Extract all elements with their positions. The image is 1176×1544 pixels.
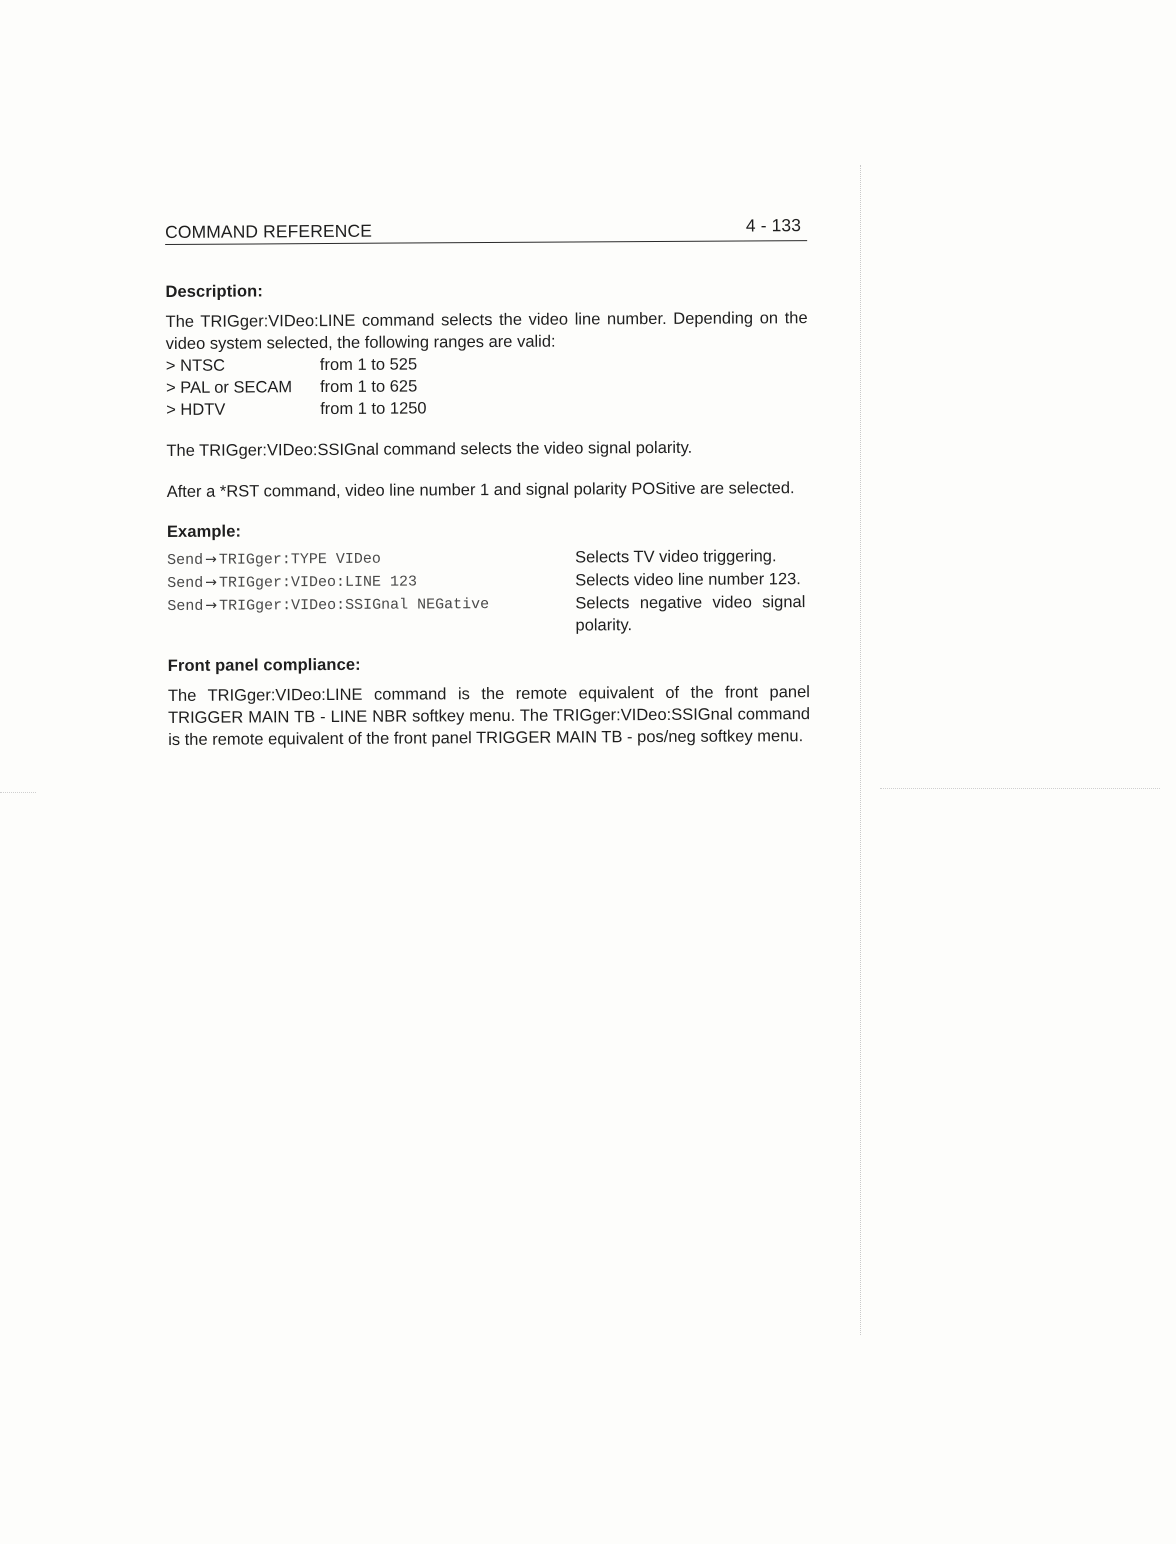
- example-list: [167, 545, 810, 639]
- description-intro: The TRIGger:VIDeo:LINE command selects the video line number. Depending on the video system selected, the following ranges are valid:: [165, 309, 808, 353]
- scan-artifact-right: [860, 165, 861, 1335]
- command-text: TRIGger:VIDeo:LINE 123: [218, 573, 418, 592]
- range-system: > HDTV: [166, 400, 226, 419]
- example-description: Selects video line number 123.: [575, 570, 801, 590]
- ssignal-description: The TRIGger:VIDeo:SSIGnal command selects the video signal polarity.: [166, 438, 693, 460]
- range-system: > PAL or SECAM: [165, 378, 293, 397]
- range-value: from 1 to 1250: [320, 399, 427, 419]
- arrow-right-icon: →: [205, 574, 218, 591]
- arrow-right-icon: →: [205, 597, 218, 614]
- page-header: [165, 214, 807, 245]
- range-row-hdtv: [166, 395, 808, 421]
- example-heading: Example:: [166, 522, 242, 541]
- document-page: [165, 214, 810, 751]
- example-command: [167, 570, 575, 595]
- example-description: Selects TV video triggering.: [575, 547, 777, 567]
- rst-description: After a *RST command, video line number 1 and signal polarity POSitive are selected.: [166, 479, 795, 501]
- front-panel-heading: Front panel compliance:: [167, 655, 361, 675]
- example-row: [167, 591, 809, 639]
- scan-artifact-dots-right: [880, 788, 1160, 789]
- arrow-right-icon: →: [205, 551, 217, 568]
- send-label: Send: [167, 574, 204, 592]
- range-system: > NTSC: [165, 356, 226, 375]
- send-label: Send: [167, 597, 204, 615]
- page-number: 4 - 133: [745, 215, 802, 236]
- section-title: COMMAND REFERENCE: [165, 220, 373, 242]
- send-label: Send: [167, 551, 204, 569]
- command-text: TRIGger:VIDeo:SSIGnal NEGative: [219, 596, 490, 615]
- range-value: from 1 to 625: [319, 377, 418, 397]
- front-panel-text: The TRIGger:VIDeo:LINE command is the remote equivalent of the front panel TRIGGER MAIN TB - LINE NBR softkey menu. The TRIGger:VIDeo:SSIGnal command is the remote equivalent of the front panel TRIGGER MAIN TB - pos/neg softkey menu.: [167, 683, 811, 749]
- scan-artifact-dots-left: [0, 792, 36, 793]
- command-text: TRIGger:TYPE VIDeo: [218, 550, 381, 569]
- description-heading: Description:: [165, 282, 263, 301]
- example-command: [167, 547, 575, 572]
- range-list: [166, 351, 808, 421]
- example-description: Selects negative video signal polarity.: [575, 593, 806, 635]
- range-value: from 1 to 525: [319, 355, 418, 375]
- example-command: [167, 593, 575, 618]
